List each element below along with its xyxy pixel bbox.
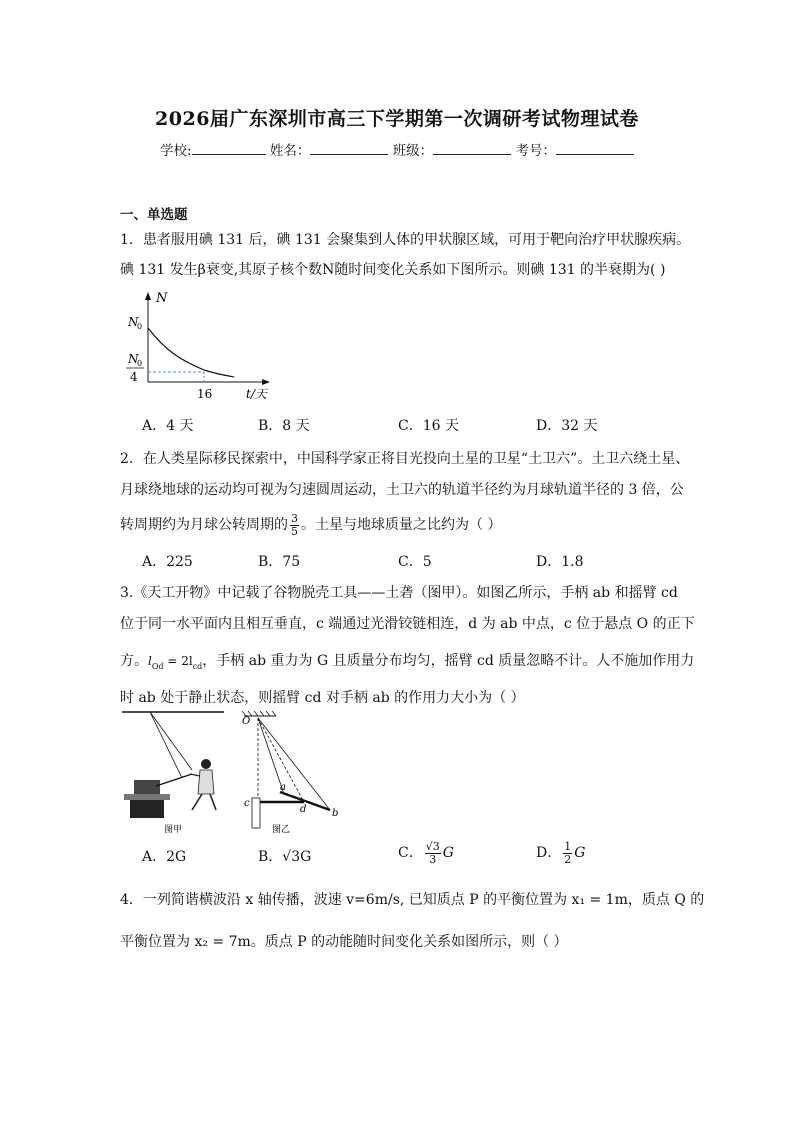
q4-line2: 平衡位置为 x₂ = 7m。质点 P 的动能随时间变化关系如图所示，则（ ） — [120, 934, 568, 950]
id-label: 考号： — [515, 143, 556, 159]
q2-line2: 月球绕地球的运动均可视为匀速圆周运动，土卫六的轨道半径约为月球轨道半径的 3 倍，公 — [120, 482, 684, 498]
y-tick-frac-num-sub: 0 — [137, 359, 143, 368]
hatch-6 — [272, 711, 276, 716]
q1-option-d[interactable]: D．32 天 — [536, 418, 598, 434]
student-info-line — [0, 139, 794, 159]
q3-option-c-frac — [425, 841, 441, 866]
hatch-3 — [254, 711, 258, 716]
q3-option-c-den: 3 — [429, 852, 437, 866]
school-blank[interactable] — [192, 140, 266, 155]
q3-option-c-prefix: C． — [398, 845, 423, 861]
q3-line4: 时 ab 处于静止状态，则摇臂 cd 对手柄 ab 的作用力大小为（ ） — [120, 690, 525, 706]
q3-line1: 3.《天工开物》中记载了谷物脱壳工具——土砻（图甲）。如图乙所示，手柄 ab 和摇臂 cd — [120, 585, 678, 601]
q3-option-c-num: √3 — [425, 839, 440, 853]
q1-option-b[interactable]: B．8 天 — [258, 418, 310, 434]
rope-right — [150, 712, 182, 778]
q2-line3-pre: 转周期约为月球公转周期的 — [120, 517, 288, 533]
y-axis-label: N — [156, 291, 168, 306]
name-label: 姓名： — [269, 143, 311, 159]
fig-b-caption: 图乙 — [272, 825, 291, 835]
rope-left — [150, 712, 192, 770]
crank-arm — [156, 774, 192, 786]
post — [252, 798, 260, 828]
q2-line1: 2．在人类星际移民探索中，中国科学家正将目光投向土星的卫星“土卫六”。土卫六绕土星、 — [120, 451, 690, 467]
q3-eq-sub: Od — [151, 661, 164, 671]
q2-option-b[interactable]: B．75 — [258, 554, 301, 570]
q3-line3 — [120, 650, 694, 671]
q2-line3 — [120, 510, 501, 540]
q3-option-d[interactable] — [536, 838, 585, 868]
q3-option-d-num: 1 — [564, 839, 572, 853]
page-title: 2026届广东深圳市高三下学期第一次调研考试物理试卷 — [155, 108, 639, 130]
q2-option-d[interactable]: D．1.8 — [536, 554, 584, 570]
q2-option-a[interactable]: A．225 — [142, 554, 193, 570]
q4-line1: 4．一列简谐横波沿 x 轴传播，波速 v=6m/s, 已知质点 P 的平衡位置为 x₁ = 1m，质点 Q 的 — [120, 892, 705, 908]
label-b: b — [332, 808, 339, 819]
q2-fraction — [290, 513, 299, 538]
q3-option-b[interactable] — [258, 846, 311, 866]
q3-option-b-body: √3G — [282, 849, 312, 865]
q3-line2: 位于同一水平面内且相互垂直，c 端通过光滑铰链相连，d 为 ab 中点，c 位于悬点 O 的正下 — [120, 616, 695, 632]
q3-option-b-prefix: B． — [258, 849, 283, 865]
decay-curve — [148, 328, 234, 377]
class-blank[interactable] — [433, 140, 511, 155]
q3-option-d-frac — [563, 841, 572, 866]
q2-fraction-den: 5 — [291, 524, 298, 538]
q2-option-c[interactable]: C．5 — [398, 554, 432, 570]
worker-leg-right — [210, 794, 216, 810]
q3-option-a[interactable]: A．2G — [142, 849, 187, 865]
class-label: 班级： — [392, 143, 434, 159]
q3-option-d-prefix: D． — [536, 845, 562, 861]
section-title: 一、单选题 — [120, 207, 188, 223]
y-tick-n0-sub: 0 — [137, 322, 143, 331]
q1-line2: 碘 131 发生β衰变,其原子核个数N随时间变化关系如下图所示。则碘 131 的半衰期为( ) — [120, 262, 666, 278]
label-a: a — [280, 782, 286, 793]
label-d: d — [300, 804, 307, 815]
worker-body — [198, 770, 214, 794]
id-blank[interactable] — [556, 140, 634, 155]
worker-leg-left — [192, 794, 202, 810]
name-blank[interactable] — [310, 140, 388, 155]
q3-figure-b — [236, 708, 346, 836]
q1-decay-graph — [120, 288, 280, 404]
q3-option-c[interactable] — [398, 838, 454, 868]
x-tick-16: 16 — [197, 387, 213, 401]
school-label: 学校: — [160, 143, 192, 159]
q2-fraction-num: 3 — [291, 511, 298, 525]
x-axis-label: t/天 — [246, 387, 267, 401]
y-tick-n0: N — [128, 315, 139, 329]
millstone-base — [124, 794, 170, 800]
q1-option-c[interactable]: C．16 天 — [398, 418, 459, 434]
y-axis-arrow — [145, 292, 151, 300]
millstone-stand — [130, 800, 164, 818]
y-tick-frac-num: N — [128, 352, 139, 366]
q2-line3-post: 。土星与地球质量之比约为（ ） — [301, 517, 502, 533]
q3-option-d-suffix: G — [574, 845, 586, 861]
y-tick-frac-den: 4 — [130, 370, 138, 384]
q3-option-c-suffix: G — [442, 845, 454, 861]
q3-eq-mid: = 2l — [163, 654, 193, 668]
millstone-top — [134, 780, 160, 796]
fig-a-caption: 图甲 — [164, 825, 183, 835]
q3-eq-l: l — [148, 654, 152, 668]
x-axis-arrow — [262, 379, 270, 385]
hatch-5 — [266, 711, 270, 716]
hatch-4 — [260, 711, 264, 716]
worker-arm — [190, 774, 200, 776]
q3-eq-sub2: cd — [192, 661, 203, 671]
q3-option-d-den: 2 — [564, 852, 572, 866]
q3-line3-a: 方。 — [120, 653, 148, 669]
label-o: O — [242, 716, 251, 727]
q3-figure-a — [120, 708, 226, 836]
q1-line1: 1．患者服用碘 131 后，碘 131 会聚集到人体的甲状腺区域，可用于靶向治疗甲状腺疾病。 — [120, 232, 691, 248]
q3-line3-b: ，手柄 ab 重力为 G 且质量分布均匀，摇臂 cd 质量忽略不计。人不施加作用力 — [202, 653, 695, 669]
worker-head — [201, 759, 211, 769]
q1-option-a[interactable]: A．4 天 — [142, 418, 194, 434]
label-c: c — [244, 798, 250, 809]
